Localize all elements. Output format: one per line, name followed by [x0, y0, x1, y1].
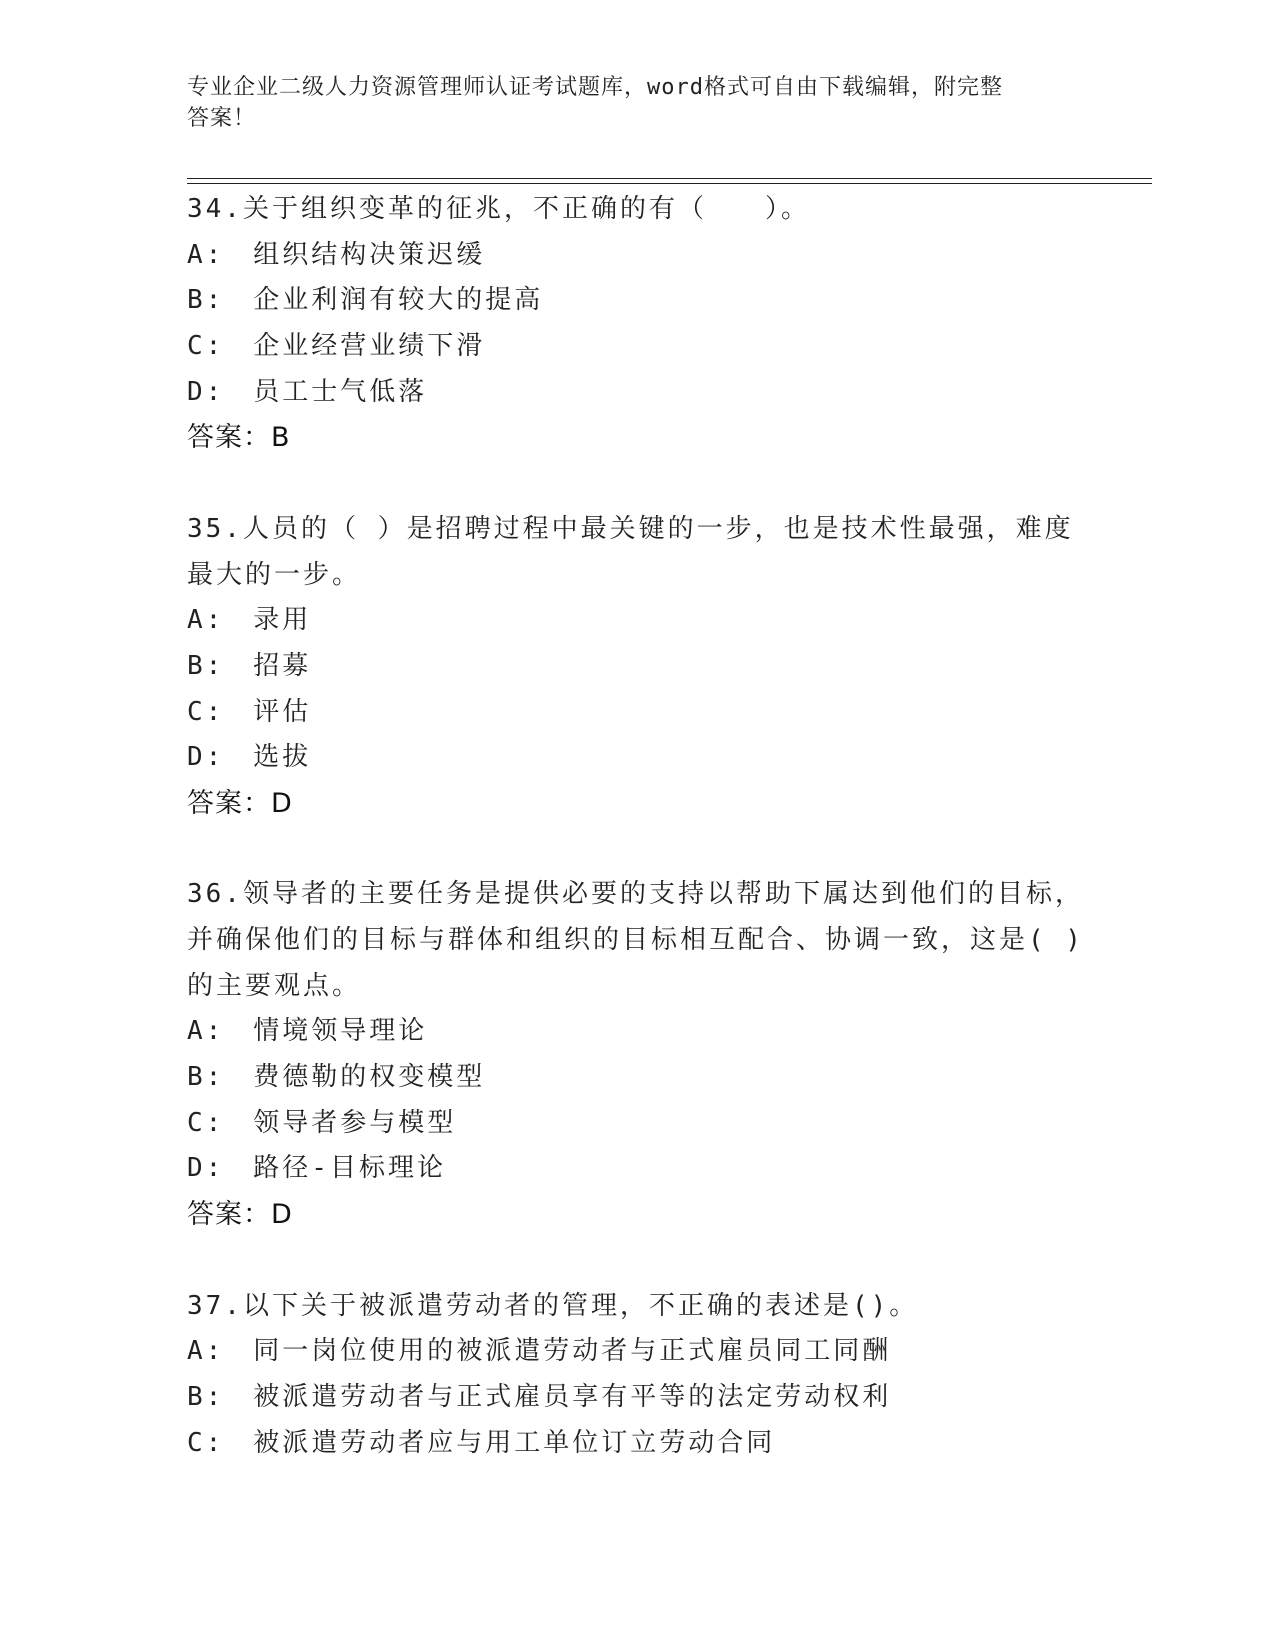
question-34 — [187, 187, 1147, 461]
option-b: B: 被派遣劳动者与正式雇员享有平等的法定劳动权利 — [187, 1381, 892, 1412]
answer: 答案：D — [187, 1199, 293, 1231]
answer: 答案：B — [187, 422, 291, 454]
option-a: A: 同一岗位使用的被派遣劳动者与正式雇员同工同酬 — [187, 1336, 892, 1367]
question-35 — [187, 507, 1147, 827]
spacer — [187, 827, 1147, 873]
question-37 — [187, 1284, 1147, 1467]
option-d: D: 员工士气低落 — [187, 376, 428, 407]
option-a: A: 情境领导理论 — [187, 1016, 428, 1047]
header-line-2: 答案！ — [187, 106, 257, 131]
question-list — [187, 187, 1147, 1466]
option-a: A: 组织结构决策迟缓 — [187, 239, 486, 270]
option-d: D: 选拔 — [187, 742, 312, 773]
question-stem: 最大的一步。 — [187, 559, 362, 590]
question-36 — [187, 872, 1147, 1238]
option-b: B: 企业利润有较大的提高 — [187, 285, 544, 316]
option-c: C: 企业经营业绩下滑 — [187, 331, 486, 362]
header-divider-top — [187, 178, 1152, 179]
answer: 答案：D — [187, 787, 293, 819]
option-c: C: 被派遣劳动者应与用工单位订立劳动合同 — [187, 1427, 776, 1458]
header-divider-bottom — [187, 183, 1152, 184]
option-c: C: 评估 — [187, 696, 312, 727]
option-c: C: 领导者参与模型 — [187, 1107, 457, 1138]
option-b: B: 招募 — [187, 650, 312, 681]
question-stem: 的主要观点。 — [187, 970, 362, 1001]
spacer — [187, 1238, 1147, 1284]
header-line-1: 专业企业二级人力资源管理师认证考试题库，word格式可自由下载编辑，附完整 — [187, 75, 1003, 100]
option-b: B: 费德勒的权变模型 — [187, 1062, 486, 1093]
option-a: A: 录用 — [187, 605, 312, 636]
question-stem: 35.人员的（ ）是招聘过程中最关键的一步，也是技术性最强，难度 — [187, 513, 1074, 544]
question-stem: 34.关于组织变革的征兆，不正确的有（ ）。 — [187, 194, 810, 224]
question-stem: 37.以下关于被派遣劳动者的管理，不正确的表述是()。 — [187, 1290, 919, 1321]
option-d: D: 路径-目标理论 — [187, 1153, 446, 1184]
spacer — [187, 461, 1147, 507]
document-header — [187, 72, 1087, 134]
question-stem: 并确保他们的目标与群体和组织的目标相互配合、协调一致，这是( ) — [187, 925, 1084, 955]
question-stem: 36.领导者的主要任务是提供必要的支持以帮助下属达到他们的目标， — [187, 879, 1084, 910]
